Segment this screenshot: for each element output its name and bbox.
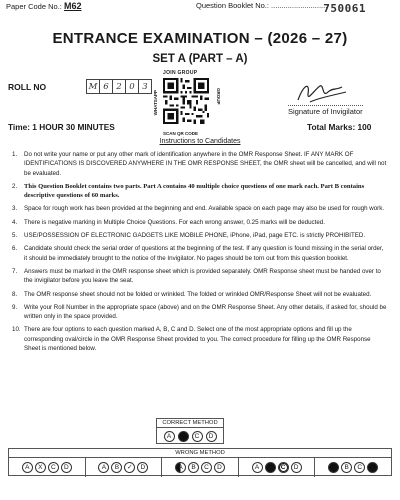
instruction-number: 1. (12, 151, 18, 158)
omr-bubble: B (188, 462, 199, 473)
instruction-number: 4. (12, 218, 18, 226)
instruction-number: 9. (12, 303, 18, 311)
instruction-text: Do not write your name or put any other mark of identification anywhere in the OMR Response Sheet. IF ANY MARK OF IDENTIFICATIONS IS DISCOVERED ANYWHERE IN THE OMR RESPONSE SHEET, the OMR sheet will be cancelled, and will not be evaluated. (24, 151, 387, 177)
wrong-method-box (8, 448, 392, 476)
roll-digit-box: 6 (99, 79, 113, 94)
omr-bubble-filled: D (367, 462, 378, 473)
omr-bubble: D (61, 462, 72, 473)
instructions-list (12, 150, 388, 357)
omr-bubble: A (164, 431, 175, 442)
instruction-item (12, 267, 388, 286)
omr-bubble-half-filled: A (175, 462, 186, 473)
qr-right-label: GROUP (216, 88, 221, 105)
wrong-method-groups (9, 458, 391, 477)
qr-bottom-label: SCAN QR CODE (163, 131, 199, 136)
instruction-item (12, 150, 388, 178)
instruction-item (12, 244, 388, 263)
correct-method-box (156, 418, 224, 444)
omr-bubble-filled: B (265, 462, 276, 473)
instruction-text: Answers must be marked in the OMR response sheet which is provided separately. OMR Response sheet must be handed over to the invigilator before you leave the seat. (24, 267, 381, 285)
exam-title: ENTRANCE EXAMINATION – (2026 – 27) (52, 30, 348, 47)
instruction-item (12, 182, 388, 201)
instruction-text: There is negative marking in Multiple Choice Questions. For each wrong answer, 0.25 marks will be deducted. (24, 218, 325, 226)
qr-code-icon[interactable] (163, 78, 209, 124)
instruction-text: USE/POSSESSION OF ELECTRONIC GADGETS LIKE MOBILE PHONE, iPhone, iPad, page ETC. is strictly PROHIBITED. (24, 232, 366, 240)
wrong-example-cross (9, 458, 86, 477)
paper-code (6, 1, 81, 11)
total-marks-label: Total Marks: 100 (307, 122, 372, 132)
instruction-number: 2. (12, 182, 18, 190)
invigilator-signature-icon (290, 78, 350, 108)
paper-code-label: Paper Code No.: (6, 2, 62, 11)
roll-number-boxes (86, 79, 151, 94)
roll-digit-box: 3 (138, 79, 152, 94)
instruction-text (24, 182, 388, 201)
correct-method-title: CORRECT METHOD (157, 419, 223, 428)
instruction-bold-text: This Question Booklet contains two parts. Part A contains 40 multiple choice questions of one mark each. Part B contains descriptive questions of 60 marks. (24, 182, 365, 200)
time-label: Time: 1 HOUR 30 MINUTES (8, 122, 115, 132)
roll-digit-box: 2 (112, 79, 126, 94)
wrong-method-title: WRONG METHOD (9, 449, 391, 458)
instruction-number: 6. (12, 245, 18, 253)
omr-bubble-crossed: X (35, 462, 46, 473)
omr-bubble-ringed: C (278, 462, 289, 473)
correct-method-bubbles (157, 428, 223, 442)
booklet-number-label: Question Booklet No.: ........................... (196, 1, 328, 10)
instruction-text: Write your Roll Number in the appropriate space (above) and on the OMR Response Sheet. Any other details, if asked for, should be written only in the space provided. (24, 303, 387, 321)
wrong-example-tick (86, 458, 163, 477)
signature-label: Signature of Invigilator (288, 107, 363, 116)
wrong-example-half (162, 458, 239, 477)
omr-bubble: A (252, 462, 263, 473)
instruction-number: 10. (12, 326, 21, 334)
booklet-number: 750061 (323, 2, 366, 15)
instruction-item (12, 218, 388, 227)
omr-bubble-ticked: ✓ (124, 462, 135, 473)
wrong-example-dot (239, 458, 316, 477)
omr-bubble: C (354, 462, 365, 473)
instruction-text: There are four options to each question marked A, B, C and D. Select one of the most appropriate options and fill up the corresponding oval/circle in the OMR Response Sheet provided to you. The correct procedure for filling up the OMR Response Sheet is mentioned below. (24, 326, 371, 353)
instruction-number: 3. (12, 205, 18, 213)
roll-digit-box: 0 (125, 79, 139, 94)
omr-bubble: B (111, 462, 122, 473)
instruction-text: Space for rough work has been provided at the beginning and end. Available space on each page may also be used for rough work. (24, 205, 385, 213)
omr-bubble: D (206, 431, 217, 442)
roll-label: ROLL NO (8, 82, 47, 92)
instruction-number: 8. (12, 290, 18, 298)
paper-code-value: M62 (63, 1, 82, 11)
instruction-item (12, 231, 388, 240)
wrong-example-double (315, 458, 391, 477)
qr-left-label: WHATSAPP (153, 90, 158, 116)
instruction-text: Candidate should check the serial order of questions at the beginning of the test. If any question is found missing in the serial order, it should be immediately brought to the notice of the Invigilator. No pages should be torn out from this question booklet. (24, 245, 384, 262)
instruction-item (12, 325, 388, 353)
omr-bubble: A (22, 462, 33, 473)
roll-digit-box: M (86, 79, 100, 94)
omr-bubble-filled: B (178, 431, 189, 442)
omr-bubble: C (48, 462, 59, 473)
header-strip (6, 0, 396, 14)
qr-block (153, 70, 221, 136)
omr-bubble-filled: A (328, 462, 339, 473)
instructions-title: Instructions to Candidates (159, 138, 241, 145)
set-title: SET A (PART – A) (152, 53, 248, 65)
instruction-number: 7. (12, 267, 18, 275)
instruction-number: 5. (12, 232, 18, 240)
omr-bubble: C (192, 431, 203, 442)
instruction-text: The OMR response sheet should not be folded or wrinkled. The folded or wrinkled OMR/Response Sheet will not be evaluated. (24, 290, 372, 298)
qr-top-label: JOIN GROUP (163, 70, 198, 76)
omr-bubble: C (201, 462, 212, 473)
instruction-item (12, 204, 388, 213)
instruction-item (12, 303, 388, 322)
omr-bubble: D (214, 462, 225, 473)
omr-bubble: B (341, 462, 352, 473)
omr-bubble: A (98, 462, 109, 473)
omr-bubble: D (291, 462, 302, 473)
instruction-item (12, 290, 388, 299)
omr-bubble: D (137, 462, 148, 473)
